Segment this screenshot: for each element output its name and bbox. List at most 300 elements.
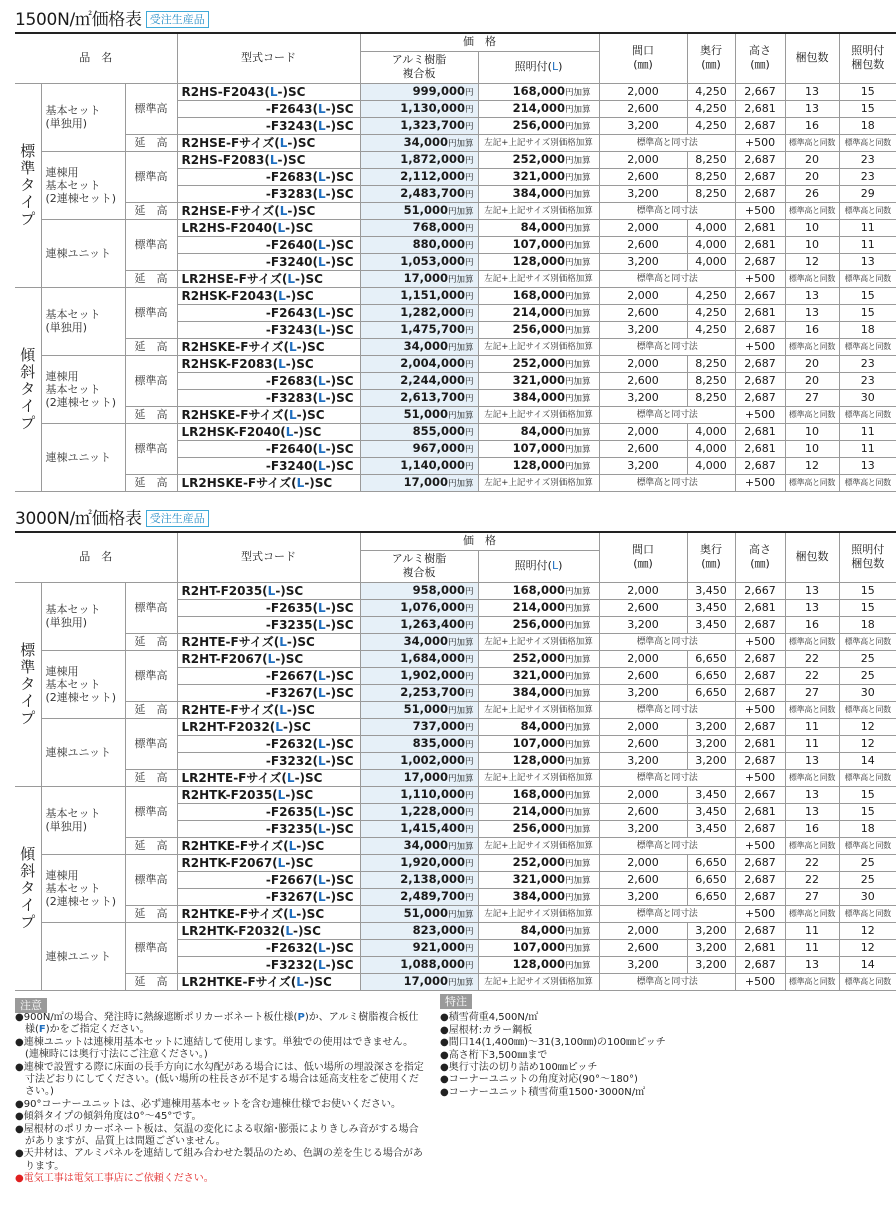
- price-light: 214,000円加算: [478, 304, 599, 321]
- price-table-1500: [15, 8, 891, 492]
- model-code: -F2632(L-)SC: [177, 735, 360, 752]
- price-alumi: 17,000円加算: [360, 769, 478, 786]
- depth-value: 3,450: [687, 803, 735, 820]
- header-okuyuki: 奥行 (㎜): [687, 532, 735, 582]
- light-package-count: 23: [839, 355, 896, 372]
- depth-value: 3,200: [687, 735, 735, 752]
- model-code: R2HTKE-Fサイズ(L-)SC: [177, 905, 360, 922]
- header-light: 照明付(L): [478, 51, 599, 83]
- light-package-count: 23: [839, 151, 896, 168]
- price-light-note: 左記+上記サイズ別価格加算: [478, 701, 599, 718]
- height-value: 2,667: [735, 786, 785, 803]
- width-value: 2,000: [599, 355, 687, 372]
- made-to-order-badge: 受注生産品: [146, 510, 209, 527]
- price-light: 252,000円加算: [478, 854, 599, 871]
- width-value: 2,600: [599, 304, 687, 321]
- width-value: 3,200: [599, 956, 687, 973]
- height-standard-label: 標準高: [125, 423, 177, 474]
- note-item: ●90°コーナーユニットは、必ず連棟用基本セットを含む連棟仕様でお使いください。: [15, 1098, 402, 1110]
- price-table: [15, 531, 896, 991]
- depth-value: 6,650: [687, 650, 735, 667]
- extension-row: [15, 905, 896, 922]
- light-package-count: 15: [839, 100, 896, 117]
- price-alumi: 51,000円加算: [360, 202, 478, 219]
- package-count: 22: [785, 667, 839, 684]
- height-value: +500: [735, 338, 785, 355]
- model-code: R2HSK-F2083(L-)SC: [177, 355, 360, 372]
- light-package-count: 13: [839, 457, 896, 474]
- price-alumi: 880,000円: [360, 236, 478, 253]
- price-light: 168,000円加算: [478, 287, 599, 304]
- custom-order-item: ●積雪荷重4,500N/㎡: [440, 1012, 539, 1024]
- price-light-note: 左記+上記サイズ別価格加算: [478, 769, 599, 786]
- package-count: 10: [785, 440, 839, 457]
- height-value: +500: [735, 633, 785, 650]
- height-extension-label: 延 高: [125, 270, 177, 287]
- price-alumi: 967,000円: [360, 440, 478, 457]
- package-count: 12: [785, 253, 839, 270]
- price-alumi: 1,323,700円: [360, 117, 478, 134]
- package-count: 20: [785, 355, 839, 372]
- price-table-3000: [15, 507, 891, 991]
- model-code: LR2HTK-F2032(L-)SC: [177, 922, 360, 939]
- price-light: 128,000円加算: [478, 752, 599, 769]
- extension-row: [15, 633, 896, 650]
- header-takasa: 高さ (㎜): [735, 33, 785, 83]
- depth-value: 3,200: [687, 956, 735, 973]
- height-value: 2,687: [735, 871, 785, 888]
- header-code: 型式コード: [177, 532, 360, 582]
- height-value: 2,687: [735, 321, 785, 338]
- light-package-count: 14: [839, 956, 896, 973]
- height-value: 2,687: [735, 372, 785, 389]
- type-label: 傾 斜 タ イ プ: [15, 786, 41, 990]
- package-count: 26: [785, 185, 839, 202]
- same-size-note: 標準高と同寸法: [599, 905, 735, 922]
- price-light: 107,000円加算: [478, 735, 599, 752]
- package-count: 27: [785, 684, 839, 701]
- light-package-count: 18: [839, 820, 896, 837]
- price-alumi: 1,902,000円: [360, 667, 478, 684]
- package-count: 20: [785, 168, 839, 185]
- height-value: 2,687: [735, 355, 785, 372]
- package-count: 16: [785, 321, 839, 338]
- light-package-count: 標準高と同数: [839, 837, 896, 854]
- depth-value: 4,000: [687, 423, 735, 440]
- group-label: 連棟ユニット: [41, 922, 125, 990]
- price-alumi: 1,415,400円: [360, 820, 478, 837]
- price-alumi: 1,076,000円: [360, 599, 478, 616]
- height-standard-label: 標準高: [125, 718, 177, 769]
- notes-heading: 注意: [15, 998, 47, 1013]
- extension-row: [15, 973, 896, 990]
- model-code: -F2683(L-)SC: [177, 168, 360, 185]
- light-package-count: 15: [839, 304, 896, 321]
- header-alumi: アルミ樹脂 複合板: [360, 550, 478, 582]
- model-code: -F2635(L-)SC: [177, 599, 360, 616]
- custom-order-item: ●高さ桁下3,500㎜まで: [440, 1049, 548, 1061]
- width-value: 2,000: [599, 151, 687, 168]
- header-price: 価 格: [360, 33, 599, 51]
- custom-order-item: ●コーナーユニット積雪荷重1500･3000N/㎡: [440, 1086, 646, 1098]
- price-light: 256,000円加算: [478, 820, 599, 837]
- model-code: LR2HTKE-Fサイズ(L-)SC: [177, 973, 360, 990]
- height-value: 2,681: [735, 219, 785, 236]
- light-package-count: 標準高と同数: [839, 973, 896, 990]
- price-light: 214,000円加算: [478, 599, 599, 616]
- light-package-count: 15: [839, 83, 896, 100]
- type-label: 標 準 タ イ プ: [15, 582, 41, 786]
- model-code: LR2HS-F2040(L-)SC: [177, 219, 360, 236]
- price-light: 384,000円加算: [478, 684, 599, 701]
- package-count: 標準高と同数: [785, 474, 839, 491]
- height-value: 2,687: [735, 253, 785, 270]
- extension-row: [15, 270, 896, 287]
- price-alumi: 51,000円加算: [360, 701, 478, 718]
- model-code: -F3243(L-)SC: [177, 321, 360, 338]
- extension-row: [15, 134, 896, 151]
- same-size-note: 標準高と同寸法: [599, 701, 735, 718]
- height-value: 2,687: [735, 650, 785, 667]
- light-package-count: 標準高と同数: [839, 701, 896, 718]
- group-label: 連棟用 基本セット (2連棟セット): [41, 151, 125, 219]
- price-alumi: 17,000円加算: [360, 270, 478, 287]
- price-light: 168,000円加算: [478, 83, 599, 100]
- price-light: 252,000円加算: [478, 650, 599, 667]
- model-code: -F2643(L-)SC: [177, 304, 360, 321]
- height-value: 2,687: [735, 718, 785, 735]
- depth-value: 3,200: [687, 752, 735, 769]
- depth-value: 4,250: [687, 304, 735, 321]
- price-alumi: 17,000円加算: [360, 973, 478, 990]
- price-alumi: 835,000円: [360, 735, 478, 752]
- depth-value: 8,250: [687, 151, 735, 168]
- height-extension-label: 延 高: [125, 973, 177, 990]
- light-package-count: 30: [839, 389, 896, 406]
- light-package-count: 25: [839, 871, 896, 888]
- price-light: 256,000円加算: [478, 616, 599, 633]
- depth-value: 4,250: [687, 117, 735, 134]
- width-value: 2,000: [599, 83, 687, 100]
- light-package-count: 11: [839, 219, 896, 236]
- width-value: 2,600: [599, 236, 687, 253]
- model-code: R2HTE-Fサイズ(L-)SC: [177, 633, 360, 650]
- price-alumi: 1,151,000円: [360, 287, 478, 304]
- price-light: 214,000円加算: [478, 100, 599, 117]
- group-label: 連棟用 基本セット (2連棟セット): [41, 854, 125, 922]
- group-label: 連棟ユニット: [41, 423, 125, 491]
- model-code: -F3235(L-)SC: [177, 820, 360, 837]
- width-value: 3,200: [599, 820, 687, 837]
- depth-value: 3,450: [687, 616, 735, 633]
- light-package-count: 15: [839, 582, 896, 599]
- height-extension-label: 延 高: [125, 837, 177, 854]
- light-package-count: 29: [839, 185, 896, 202]
- note-item: ●屋根材のポリカーボネート板は、気温の変化による収縮･膨張によりきしみ音がする場合がありますが、品質上は問題ございません。: [15, 1123, 419, 1148]
- depth-value: 8,250: [687, 185, 735, 202]
- extension-row: [15, 338, 896, 355]
- table-row: [15, 151, 896, 168]
- light-package-count: 25: [839, 854, 896, 871]
- width-value: 2,000: [599, 786, 687, 803]
- package-count: 13: [785, 304, 839, 321]
- price-alumi: 1,002,000円: [360, 752, 478, 769]
- width-value: 3,200: [599, 616, 687, 633]
- depth-value: 3,200: [687, 939, 735, 956]
- price-alumi: 2,253,700円: [360, 684, 478, 701]
- model-code: R2HTKE-Fサイズ(L-)SC: [177, 837, 360, 854]
- light-package-count: 15: [839, 599, 896, 616]
- depth-value: 4,000: [687, 236, 735, 253]
- height-standard-label: 標準高: [125, 922, 177, 973]
- price-alumi: 2,613,700円: [360, 389, 478, 406]
- light-package-count: 11: [839, 423, 896, 440]
- model-code: R2HT-F2067(L-)SC: [177, 650, 360, 667]
- price-alumi: 51,000円加算: [360, 406, 478, 423]
- package-count: 10: [785, 236, 839, 253]
- package-count: 標準高と同数: [785, 837, 839, 854]
- depth-value: 3,450: [687, 820, 735, 837]
- height-standard-label: 標準高: [125, 355, 177, 406]
- header-price: 価 格: [360, 532, 599, 550]
- height-standard-label: 標準高: [125, 83, 177, 134]
- notes-area: [15, 994, 846, 1185]
- package-count: 11: [785, 718, 839, 735]
- height-value: 2,687: [735, 185, 785, 202]
- model-code: -F3267(L-)SC: [177, 684, 360, 701]
- height-value: 2,681: [735, 440, 785, 457]
- height-value: +500: [735, 202, 785, 219]
- custom-order-item: ●奥行寸法の切り詰め100㎜ピッチ: [440, 1062, 598, 1074]
- light-package-count: 30: [839, 888, 896, 905]
- price-light: 321,000円加算: [478, 372, 599, 389]
- price-light: 321,000円加算: [478, 871, 599, 888]
- price-alumi: 34,000円加算: [360, 837, 478, 854]
- package-count: 13: [785, 786, 839, 803]
- light-package-count: 11: [839, 236, 896, 253]
- light-package-count: 標準高と同数: [839, 270, 896, 287]
- same-size-note: 標準高と同寸法: [599, 474, 735, 491]
- price-light: 128,000円加算: [478, 457, 599, 474]
- package-count: 27: [785, 888, 839, 905]
- light-package-count: 18: [839, 616, 896, 633]
- model-code: -F2667(L-)SC: [177, 871, 360, 888]
- depth-value: 6,650: [687, 684, 735, 701]
- notes-list: [15, 1012, 425, 1186]
- price-light: 321,000円加算: [478, 667, 599, 684]
- package-count: 13: [785, 956, 839, 973]
- model-code: -F2635(L-)SC: [177, 803, 360, 820]
- model-code: -F2667(L-)SC: [177, 667, 360, 684]
- header-okuyuki: 奥行 (㎜): [687, 33, 735, 83]
- light-package-count: 15: [839, 803, 896, 820]
- price-alumi: 921,000円: [360, 939, 478, 956]
- light-package-count: 12: [839, 735, 896, 752]
- model-code: -F3232(L-)SC: [177, 752, 360, 769]
- height-value: 2,667: [735, 582, 785, 599]
- group-label: 連棟ユニット: [41, 219, 125, 287]
- package-count: 10: [785, 423, 839, 440]
- width-value: 2,600: [599, 667, 687, 684]
- package-count: 16: [785, 820, 839, 837]
- model-code: -F2683(L-)SC: [177, 372, 360, 389]
- light-package-count: 標準高と同数: [839, 202, 896, 219]
- price-alumi: 51,000円加算: [360, 905, 478, 922]
- depth-value: 4,250: [687, 83, 735, 100]
- height-standard-label: 標準高: [125, 854, 177, 905]
- package-count: 13: [785, 582, 839, 599]
- depth-value: 3,200: [687, 922, 735, 939]
- height-value: 2,687: [735, 854, 785, 871]
- height-value: +500: [735, 973, 785, 990]
- price-alumi: 1,140,000円: [360, 457, 478, 474]
- width-value: 3,200: [599, 389, 687, 406]
- model-code: -F3232(L-)SC: [177, 956, 360, 973]
- same-size-note: 標準高と同寸法: [599, 633, 735, 650]
- light-package-count: 11: [839, 440, 896, 457]
- height-value: +500: [735, 474, 785, 491]
- price-alumi: 2,138,000円: [360, 871, 478, 888]
- height-extension-label: 延 高: [125, 338, 177, 355]
- model-code: LR2HTE-Fサイズ(L-)SC: [177, 769, 360, 786]
- package-count: 標準高と同数: [785, 633, 839, 650]
- height-extension-label: 延 高: [125, 701, 177, 718]
- model-code: R2HTK-F2035(L-)SC: [177, 786, 360, 803]
- price-light: 107,000円加算: [478, 440, 599, 457]
- height-standard-label: 標準高: [125, 582, 177, 633]
- price-light: 84,000円加算: [478, 718, 599, 735]
- table-row: [15, 287, 896, 304]
- price-light: 128,000円加算: [478, 956, 599, 973]
- package-count: 標準高と同数: [785, 406, 839, 423]
- header-light-konpo: 照明付 梱包数: [839, 532, 896, 582]
- model-code: LR2HT-F2032(L-)SC: [177, 718, 360, 735]
- height-value: 2,681: [735, 100, 785, 117]
- height-standard-label: 標準高: [125, 151, 177, 202]
- custom-order-item: ●間口14(1,400㎜)～31(3,100㎜)の100㎜ピッチ: [440, 1037, 666, 1049]
- depth-value: 6,650: [687, 667, 735, 684]
- header-konpo: 梱包数: [785, 33, 839, 83]
- note-item: ●天井材は、アルミパネルを連結して組み合わせた製品のため、色調の差を生じる場合があります。: [15, 1148, 423, 1172]
- height-extension-label: 延 高: [125, 406, 177, 423]
- extension-row: [15, 406, 896, 423]
- height-value: 2,667: [735, 287, 785, 304]
- price-light: 84,000円加算: [478, 219, 599, 236]
- height-standard-label: 標準高: [125, 287, 177, 338]
- width-value: 2,600: [599, 100, 687, 117]
- price-alumi: 737,000円: [360, 718, 478, 735]
- section-title: 3000N/㎡価格表: [15, 509, 142, 529]
- same-size-note: 標準高と同寸法: [599, 837, 735, 854]
- depth-value: 4,000: [687, 253, 735, 270]
- package-count: 標準高と同数: [785, 769, 839, 786]
- light-package-count: 25: [839, 650, 896, 667]
- price-light-note: 左記+上記サイズ別価格加算: [478, 134, 599, 151]
- same-size-note: 標準高と同寸法: [599, 406, 735, 423]
- width-value: 3,200: [599, 752, 687, 769]
- price-alumi: 34,000円加算: [360, 338, 478, 355]
- light-package-count: 標準高と同数: [839, 338, 896, 355]
- table-row: [15, 786, 896, 803]
- package-count: 11: [785, 922, 839, 939]
- table-row: [15, 922, 896, 939]
- price-light: 252,000円加算: [478, 151, 599, 168]
- extension-row: [15, 202, 896, 219]
- height-extension-label: 延 高: [125, 905, 177, 922]
- price-alumi: 1,920,000円: [360, 854, 478, 871]
- depth-value: 3,450: [687, 599, 735, 616]
- price-light: 107,000円加算: [478, 939, 599, 956]
- price-light-note: 左記+上記サイズ別価格加算: [478, 338, 599, 355]
- height-value: 2,667: [735, 83, 785, 100]
- price-light: 256,000円加算: [478, 321, 599, 338]
- depth-value: 3,450: [687, 786, 735, 803]
- height-extension-label: 延 高: [125, 769, 177, 786]
- price-light-note: 左記+上記サイズ別価格加算: [478, 270, 599, 287]
- width-value: 3,200: [599, 117, 687, 134]
- table-row: [15, 423, 896, 440]
- package-count: 16: [785, 117, 839, 134]
- table-row: [15, 582, 896, 599]
- package-count: 標準高と同数: [785, 905, 839, 922]
- depth-value: 3,450: [687, 582, 735, 599]
- section-title: 1500N/㎡価格表: [15, 10, 142, 30]
- table-row: [15, 650, 896, 667]
- package-count: 22: [785, 650, 839, 667]
- light-package-count: 12: [839, 922, 896, 939]
- model-code: R2HSKE-Fサイズ(L-)SC: [177, 406, 360, 423]
- height-extension-label: 延 高: [125, 474, 177, 491]
- model-code: R2HTE-Fサイズ(L-)SC: [177, 701, 360, 718]
- height-value: 2,687: [735, 922, 785, 939]
- header-maguchi: 間口 (㎜): [599, 33, 687, 83]
- depth-value: 4,000: [687, 457, 735, 474]
- same-size-note: 標準高と同寸法: [599, 769, 735, 786]
- same-size-note: 標準高と同寸法: [599, 202, 735, 219]
- price-alumi: 1,282,000円: [360, 304, 478, 321]
- width-value: 2,600: [599, 735, 687, 752]
- price-light: 252,000円加算: [478, 355, 599, 372]
- height-value: 2,681: [735, 423, 785, 440]
- price-table: [15, 32, 896, 492]
- price-light-note: 左記+上記サイズ別価格加算: [478, 202, 599, 219]
- width-value: 2,600: [599, 803, 687, 820]
- light-package-count: 18: [839, 117, 896, 134]
- price-light-note: 左記+上記サイズ別価格加算: [478, 905, 599, 922]
- price-light: 84,000円加算: [478, 423, 599, 440]
- light-package-count: 標準高と同数: [839, 134, 896, 151]
- type-label: 標 準 タ イ プ: [15, 83, 41, 287]
- group-label: 連棟ユニット: [41, 718, 125, 786]
- model-code: R2HS-F2043(L-)SC: [177, 83, 360, 100]
- model-code: -F3240(L-)SC: [177, 253, 360, 270]
- package-count: 12: [785, 457, 839, 474]
- height-value: +500: [735, 701, 785, 718]
- extension-row: [15, 474, 896, 491]
- width-value: 2,600: [599, 939, 687, 956]
- package-count: 20: [785, 372, 839, 389]
- section-title-row: [15, 8, 846, 32]
- extension-row: [15, 769, 896, 786]
- package-count: 22: [785, 871, 839, 888]
- depth-value: 6,650: [687, 871, 735, 888]
- model-code: R2HT-F2035(L-)SC: [177, 582, 360, 599]
- width-value: 2,000: [599, 718, 687, 735]
- group-label: 連棟用 基本セット (2連棟セット): [41, 355, 125, 423]
- header-light-konpo: 照明付 梱包数: [839, 33, 896, 83]
- light-package-count: 15: [839, 786, 896, 803]
- light-package-count: 23: [839, 168, 896, 185]
